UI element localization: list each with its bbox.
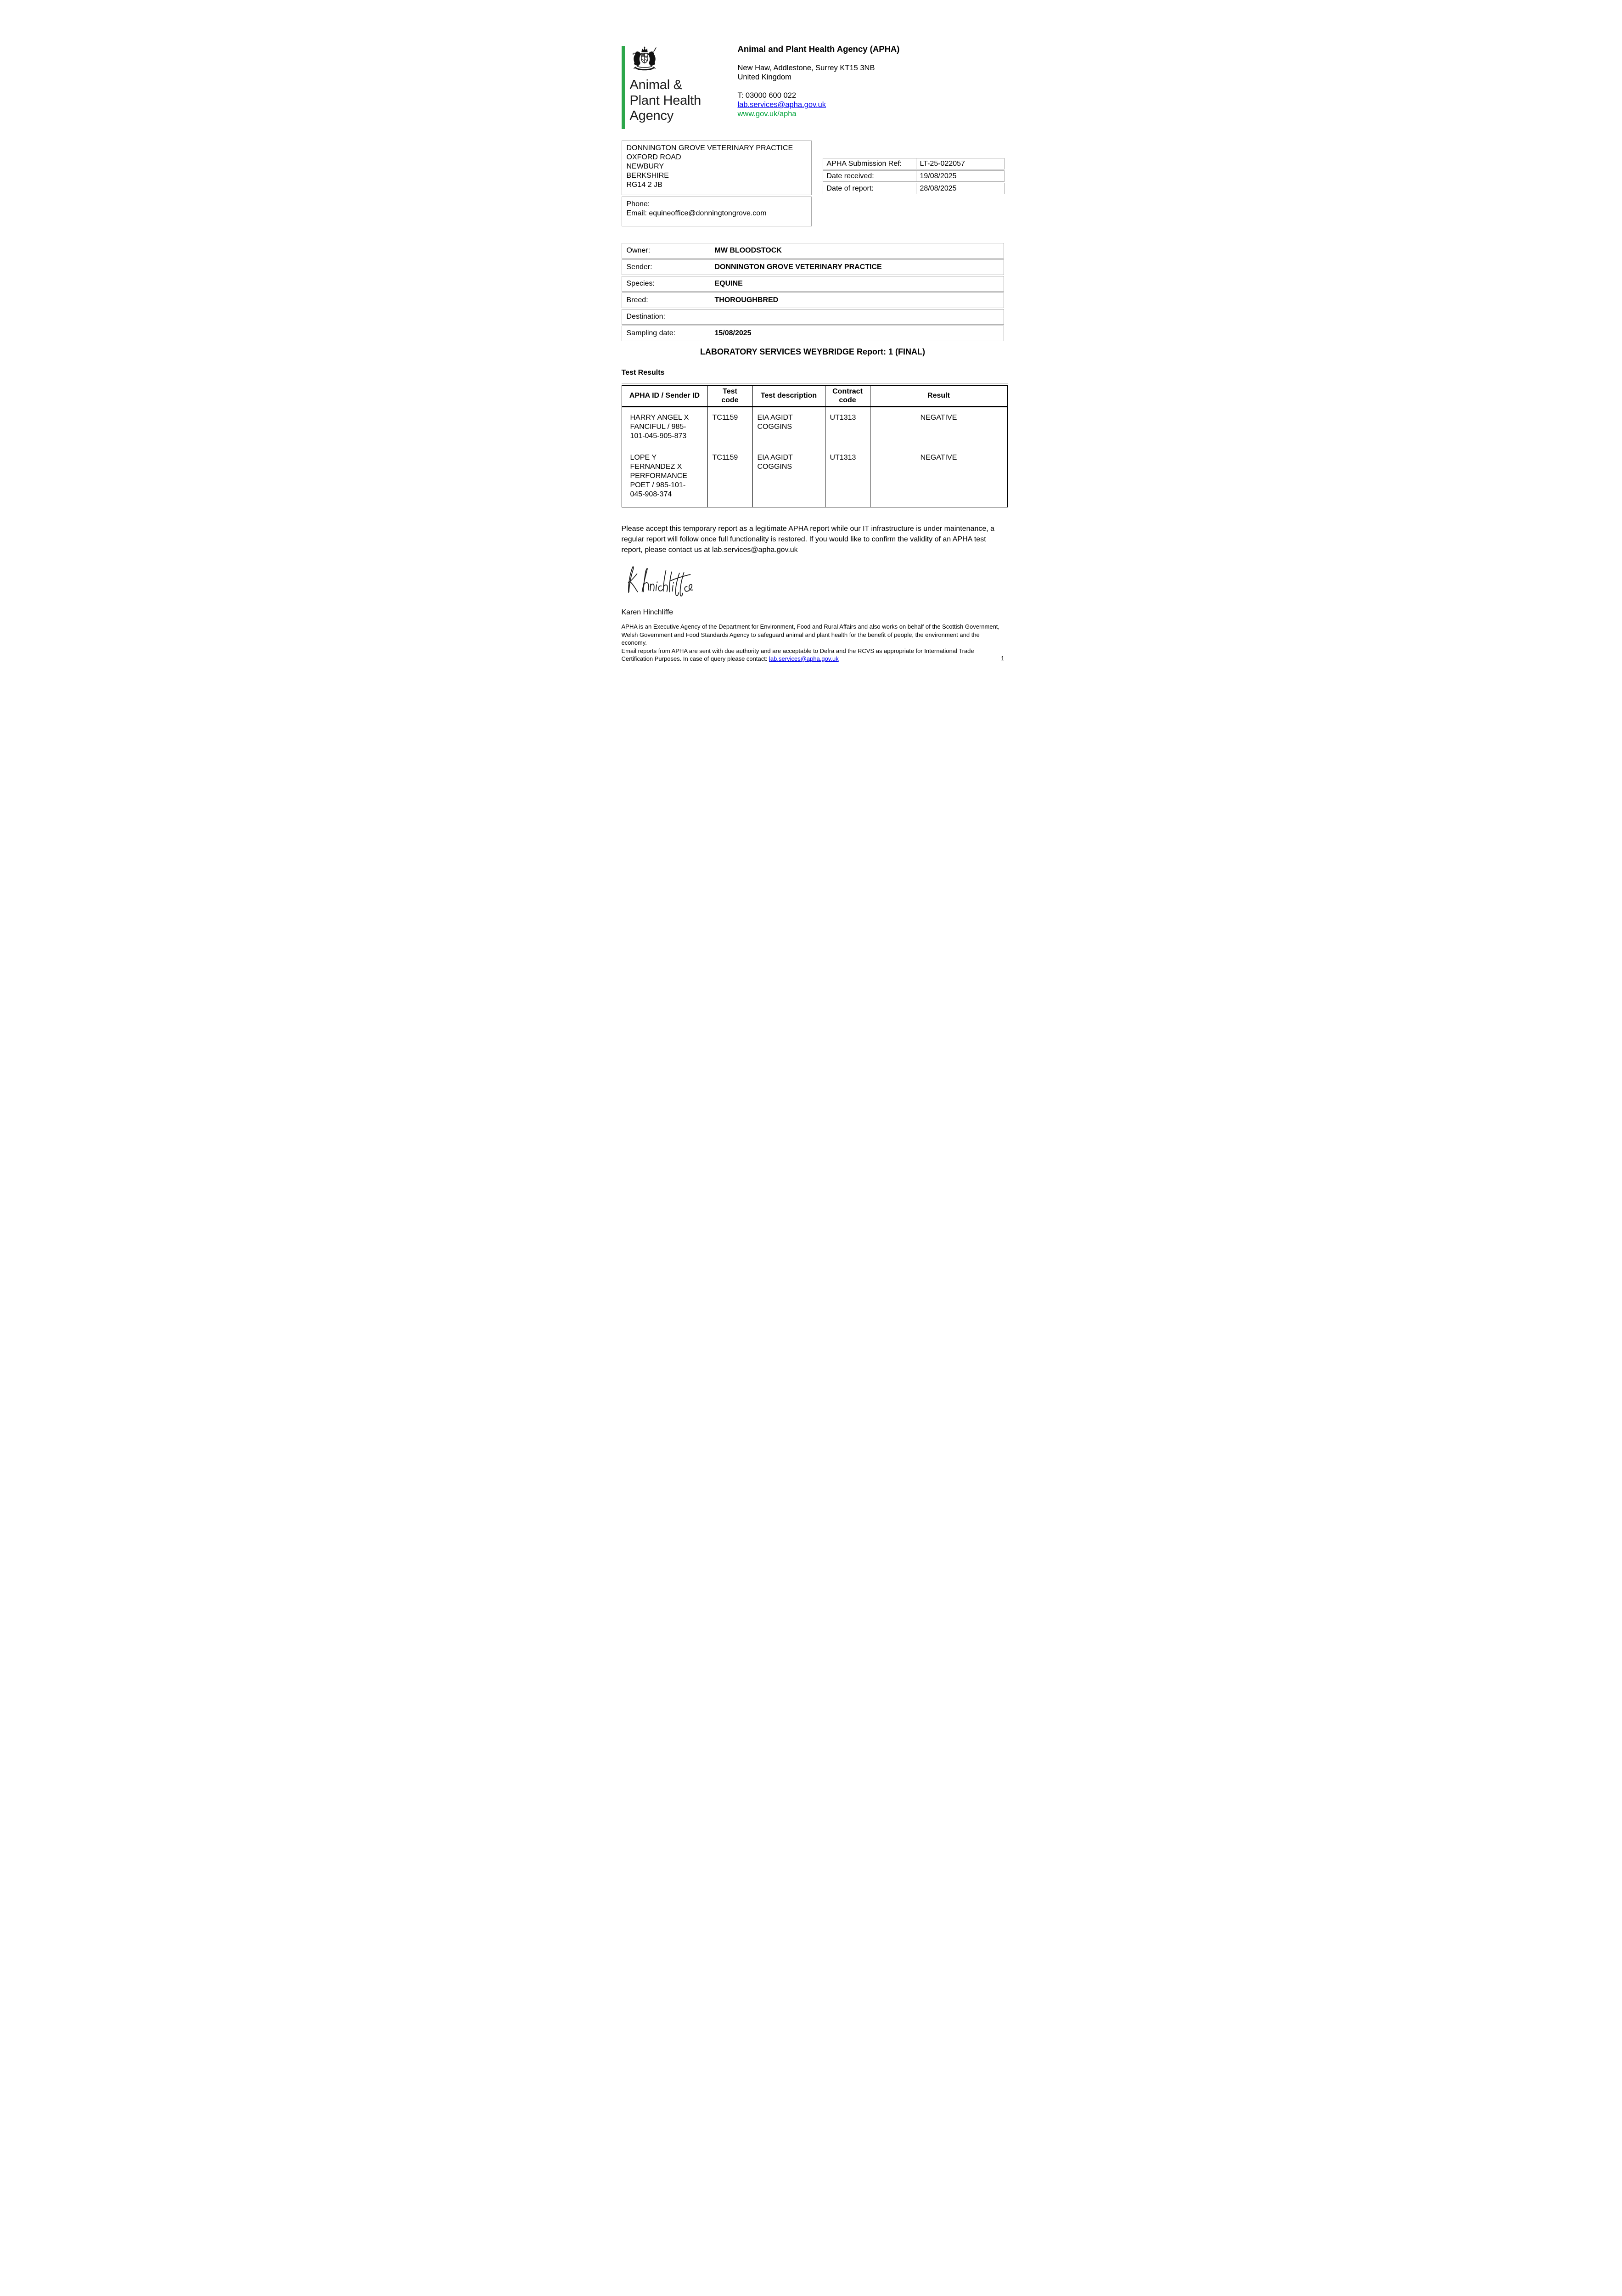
- recipient-address-box: [622, 141, 812, 195]
- apha-logo: [622, 46, 702, 129]
- test-results-heading: Test Results: [621, 369, 665, 377]
- logo-wordmark: [630, 78, 702, 124]
- row-contract-code: UT1313: [825, 406, 870, 447]
- agency-address-line1: New Haw, Addlestone, Surrey KT15 3NB: [737, 64, 875, 72]
- destination-label: Destination:: [622, 309, 710, 325]
- recipient-contact-box: [622, 197, 812, 226]
- table-row: [622, 276, 1004, 292]
- col-header-test-code: Test code: [707, 385, 752, 406]
- page-footer: [622, 623, 1005, 663]
- report-title: LABORATORY SERVICES WEYBRIDGE Report: 1 (FINAL): [700, 347, 926, 356]
- signature: [623, 565, 720, 597]
- species-label: Species:: [622, 276, 710, 292]
- date-received-label: Date received:: [823, 170, 916, 182]
- submission-ref-label: APHA Submission Ref:: [823, 158, 916, 169]
- row-apha-id: HARRY ANGEL X FANCIFUL / 985-101-045-905-873: [622, 406, 707, 447]
- row-result: NEGATIVE: [870, 406, 1007, 447]
- col-header-test-description: Test description: [752, 385, 825, 406]
- owner-value: MW BLOODSTOCK: [710, 243, 1004, 259]
- royal-crest-icon: [630, 46, 659, 73]
- page-number: 1: [1001, 655, 1005, 662]
- col-header-contract-code: Contract code: [825, 385, 870, 406]
- recipient-address-line: OXFORD ROAD: [626, 153, 681, 161]
- table-row: [622, 243, 1004, 259]
- recipient-address-line: DONNINGTON GROVE VETERINARY PRACTICE: [626, 144, 793, 152]
- recipient-address-line: NEWBURY: [626, 163, 664, 170]
- sampling-date-value: 15/08/2025: [710, 326, 1004, 341]
- recipient-block: [622, 141, 812, 226]
- table-row: [622, 326, 1004, 341]
- row-test-description: EIA AGIDT COGGINS: [752, 406, 825, 447]
- table-row: [622, 259, 1004, 275]
- sample-details-table: [622, 242, 1004, 342]
- breed-value: THOROUGHBRED: [710, 293, 1004, 308]
- spacer: [738, 82, 900, 91]
- recipient-phone-line: Phone:: [626, 200, 650, 208]
- recipient-address-line: RG14 2 JB: [626, 181, 662, 189]
- row-apha-id: LOPE Y FERNANDEZ X PERFORMANCE POET / 985-101-045-908-374: [622, 447, 707, 507]
- row-result: NEGATIVE: [870, 447, 1007, 507]
- recipient-email-line: Email: equineoffice@donningtongrove.com: [626, 209, 767, 217]
- table-row: [622, 293, 1004, 308]
- destination-value: [710, 309, 1004, 325]
- logo-green-bar: [622, 46, 625, 129]
- submission-table: [823, 157, 1005, 195]
- table-row: [622, 406, 1007, 447]
- row-test-code: TC1159: [707, 447, 752, 507]
- table-header-row: [622, 385, 1007, 406]
- temporary-report-notice: Please accept this temporary report as a legitimate APHA report while our IT infrastructure is under maintenance, a regular report will follow once full functionality is restored. If you would like to confirm the validity of an APHA test report, please contact us at lab.services@apha.gov.uk: [621, 525, 995, 554]
- sender-value: DONNINGTON GROVE VETERINARY PRACTICE: [710, 259, 1004, 275]
- owner-label: Owner:: [622, 243, 710, 259]
- col-header-apha-id: APHA ID / Sender ID: [622, 385, 707, 406]
- date-of-report-label: Date of report:: [823, 183, 916, 194]
- col-header-result: Result: [870, 385, 1007, 406]
- table-row: [823, 158, 1005, 169]
- row-test-description: EIA AGIDT COGGINS: [752, 447, 825, 507]
- row-test-code: TC1159: [707, 406, 752, 447]
- table-row: [823, 183, 1005, 194]
- agency-address-line2: United Kingdom: [737, 73, 791, 81]
- logo-line-2: Plant Health: [629, 93, 702, 108]
- table-row: [622, 309, 1004, 325]
- table-row: [823, 170, 1005, 182]
- breed-label: Breed:: [622, 293, 710, 308]
- date-of-report-value: 28/08/2025: [916, 183, 1005, 194]
- agency-title: Animal and Plant Health Agency (APHA): [737, 44, 900, 54]
- sampling-date-label: Sampling date:: [622, 326, 710, 341]
- agency-contact-block: [738, 45, 900, 118]
- table-row: [622, 447, 1007, 507]
- footer-paragraph-2: [622, 647, 1005, 663]
- footer-paragraph-1: APHA is an Executive Agency of the Department for Environment, Food and Rural Affairs and also works on behalf of the Scottish Government, Welsh Government and Food Standards Agency to safeguard animal and plant health for the benefit of people, the environment and the economy.: [621, 623, 1000, 646]
- date-received-value: 19/08/2025: [916, 170, 1005, 182]
- agency-website-link[interactable]: www.gov.uk/apha: [737, 110, 797, 118]
- footer-email-link[interactable]: lab.services@apha.gov.uk: [769, 655, 839, 662]
- agency-email-link[interactable]: lab.services@apha.gov.uk: [737, 101, 826, 109]
- recipient-address-line: BERKSHIRE: [626, 172, 669, 180]
- logo-body: [630, 46, 702, 129]
- logo-line-1: Animal &: [629, 78, 682, 92]
- footer-paragraph-2-text: Email reports from APHA are sent with due authority and are acceptable to Defra and the RCVS as appropriate for International Trade Certification Purposes. In case of query please contact:: [621, 647, 974, 662]
- report-page: [559, 0, 1064, 715]
- signatory-name: Karen Hinchliffe: [621, 608, 673, 616]
- agency-phone: T: 03000 600 022: [737, 91, 797, 100]
- test-results-table-wrap: [622, 383, 1008, 507]
- species-value: EQUINE: [710, 276, 1004, 292]
- test-results-table: [622, 385, 1008, 507]
- submission-ref-value: LT-25-022057: [916, 158, 1005, 169]
- sender-label: Sender:: [622, 259, 710, 275]
- row-contract-code: UT1313: [825, 447, 870, 507]
- logo-line-3: Agency: [629, 108, 674, 124]
